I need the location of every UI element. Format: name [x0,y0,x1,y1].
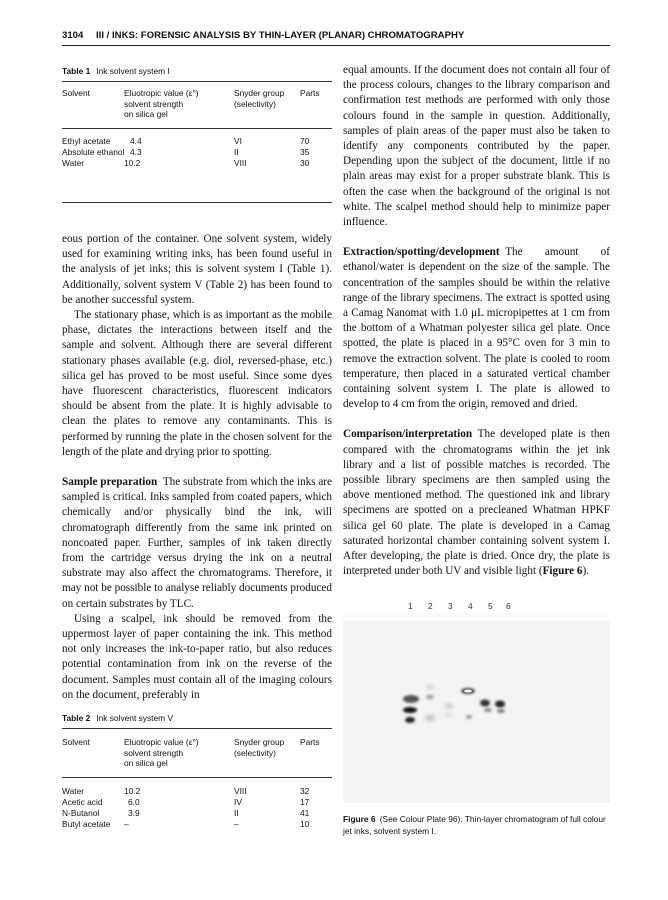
table-1-header-snyder: Snyder group (selectivity) [234,88,285,109]
table-row-snyder: IV [234,797,242,807]
figure-6-caption: Figure 6 (See Colour Plate 96). Thin-layer chromatogram of full colour jet inks, solvent system I. [343,814,606,836]
running-title: III / INKS: FORENSIC ANALYSIS BY THIN-LAYER (PLANAR) CHROMATOGRAPHY [96,30,465,41]
table-1-header-parts: Parts [300,88,320,98]
table-row-solvent: Ethyl acetate [62,136,111,146]
table-row-snyder: – [234,819,239,829]
table-row-snyder: II [234,808,239,818]
table-row-eluotropic: 3.9 [128,808,140,818]
table-row-snyder: VIII [234,786,247,796]
ink-spot [484,708,492,712]
paragraph: eous portion of the container. One solvent system, widely used for examining writing inks, has been found useful in the analysis of jet inks; this is solvent system I (Table 1). Additionally, solvent system V (Table 2) has been found to be another successful system. [62,233,332,306]
table-2 [62,713,332,837]
lane-label: 1 [408,601,413,611]
table-1-caption: Table 1 Ink solvent system I [62,66,170,76]
table-row-parts: 32 [300,786,310,796]
ink-spot [480,700,490,707]
table-2-mid-rule [62,777,332,778]
table-row-eluotropic: 6.0 [128,797,140,807]
table-row-eluotropic: 4.4 [130,136,142,146]
right-text-column [343,63,610,580]
ink-spot [446,713,452,717]
paragraph: Comparison/interpretation The developed plate is then compared with the chromatograms within the jet ink library and a list of possible matches is recorded. The possible library specimens are then sampled using the above mentioned method. The questioned ink and library specimens are spotted on a precleaned Whatman HPKF silica gel 60 plate. The plate is developed in a Camag saturated horizontal chamber containing solvent system I. After developing, the plate is dried. Once dry, the plate is interpreted under both UV and visible light (Figure 6). [343,428,610,578]
table-row-snyder: VI [234,136,242,146]
table-1 [62,66,332,206]
paragraph: The stationary phase, which is as important as the mobile phase, dictates the interactions between itself and the sample and solvent. Although there are several different stationary phases available (e.g. diol, reversed-phase, etc.) silica gel has proved to be most useful. Since some dyes have fluorescent characteristics, fluorescent indicators should be absent from the plate. It is highly advisable to clean the plates to remove any contaminants. This is performed by running the plate in the chosen solvent for the length of the plate and drying prior to spotting. [62,309,332,458]
table-2-header-eluotropic: Eluotropic value (ε°) solvent strength on silica gel [124,737,199,768]
ink-spot [426,685,434,689]
ink-spot [425,715,435,721]
table-1-header-eluotropic: Eluotropic value (ε°) solvent strength on silica gel [124,88,199,119]
table-row-parts: 17 [300,797,310,807]
paragraph: Extraction/spotting/development The amount of ethanol/water is dependent on the size of the sample. The concentration of the samples should be within the relative range of the library specimens. The extract is spotted using a Camag Nanomat with 1.0 μL micropipettes at 1 cm from the bottom of a Whatman polyester silica gel plate. Once spotted, the plate is placed in a 95°C oven for 3 min to remove the extraction solvent. The plate is cooled to room temperature, then placed in a saturated vertical chamber containing solvent system I. The plate is allowed to develop to 4 cm from the origin, removed and dried. [343,246,610,411]
table-2-caption: Table 2 Ink solvent system V [62,713,174,723]
table-1-header-solvent: Solvent [62,88,90,98]
lane-label: 5 [488,601,493,611]
table-2-header-snyder: Snyder group (selectivity) [234,737,285,758]
ink-spot [403,695,419,703]
table-row-solvent: Acetic acid [62,797,103,807]
ink-spot [497,709,505,713]
table-row-eluotropic: – [124,819,129,829]
section-heading-sample-preparation: Sample preparation [62,476,158,489]
table-row-parts: 70 [300,136,310,146]
lane-label: 3 [448,601,453,611]
table-row-eluotropic: 10.2 [124,158,141,168]
paragraph: equal amounts. If the document does not contain all four of the process colours, changes to the library comparison and confirmation test methods are performed with only those colours found in the sample in question. Additionally, samples of plain areas of the paper must also be taken to identify any components contributed by the paper. Depending upon the subject of the document, little if no plain areas may exist for a proper substrate blank. This is often the case when the background of the original is not white. The scalpel method should help to minimize paper influence. [343,64,610,229]
table-row-snyder: II [234,147,239,157]
header-rule [62,45,610,46]
section-heading-extraction: Extraction/spotting/development [343,246,500,259]
table-row-solvent: N-Butanol [62,808,100,818]
figure-reference: Figure 6 [542,565,583,578]
ink-spot [426,695,434,700]
ink-spot [495,701,505,708]
table-row-parts: 41 [300,808,310,818]
table-row-solvent: Water [62,786,85,796]
lane-label: 4 [468,601,473,611]
table-1-bottom-rule [62,202,332,203]
ink-spot [464,690,472,693]
table-row-parts: 35 [300,147,310,157]
figure-label: Figure 6 [343,814,376,824]
lane-label: 6 [506,601,511,611]
ink-spot [403,707,417,713]
table-row-solvent: Butyl acetate [62,819,111,829]
ink-spot [445,704,453,709]
running-header [62,30,610,41]
table-2-header-solvent: Solvent [62,737,90,747]
paragraph: Sample preparation The substrate from which the inks are sampled is critical. Inks sampled from coated papers, which chemically and/or physically bind the ink, will chromatograph differently from the same ink printed on noncoated paper. Further, samples of ink taken directly from the cartridge versus drying the ink on a neutral substrate may also affect the chromatograms. Therefore, it may not be possible to analyse reliably documents produced on certain substrates by TLC. [62,476,332,610]
table-row-eluotropic: 10.2 [124,786,141,796]
ink-spot [405,717,415,723]
table-row-solvent: Absolute ethanol [62,147,125,157]
section-heading-comparison: Comparison/interpretation [343,428,473,441]
table-row-solvent: Water [62,158,85,168]
left-text-column [62,232,332,703]
paragraph: Using a scalpel, ink should be removed from the uppermost layer of paper containing the ink. This method not only increases the ink-to-paper ratio, but also reduces potential contamination from ink on the reverse of the document. Samples must contain all of the imaging colours on the document, preferably in [62,612,332,701]
page-number: 3104 [62,30,84,41]
table-2-top-rule [62,728,332,729]
ink-spot [466,715,472,719]
figure-6-tlc-plate [343,613,610,803]
table-row-parts: 10 [300,819,310,829]
table-1-top-rule [62,81,332,82]
table-row-snyder: VIII [234,158,247,168]
chromatogram-image [343,613,610,803]
lane-label: 2 [428,601,433,611]
table-row-eluotropic: 4.3 [130,147,142,157]
table-row-parts: 30 [300,158,310,168]
table-2-header-parts: Parts [300,737,320,747]
table-1-mid-rule [62,128,332,129]
